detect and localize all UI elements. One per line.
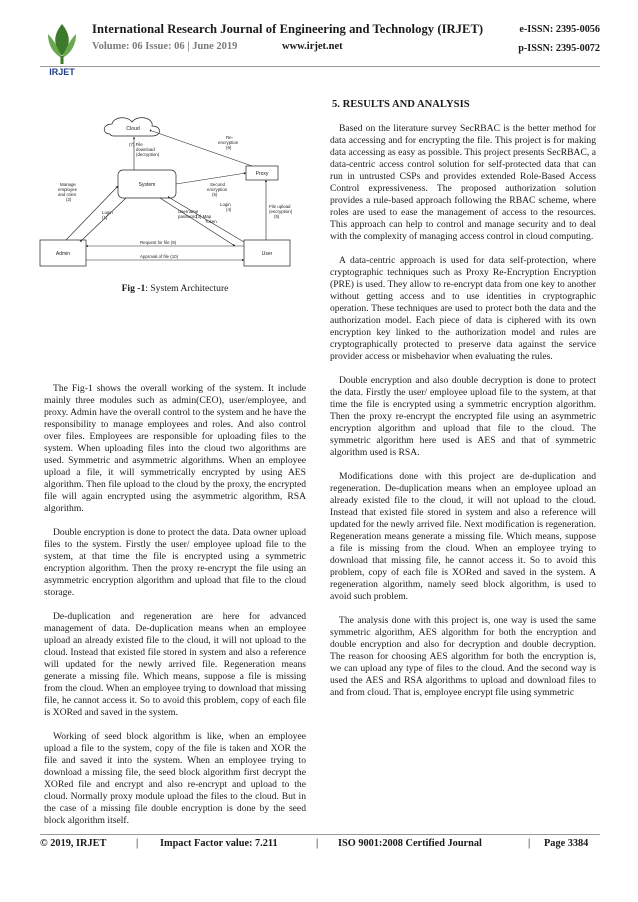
section-heading: 5. RESULTS AND ANALYSIS [332,99,470,110]
figure-caption-label: Fig -1 [121,283,146,294]
label-request: Request for file (9) [140,240,177,245]
admin-label: Admin [55,251,71,257]
paragraph: Based on the literature survey SecRBAC is the better method for data accessing and for encrypting the file. This project is for making data accessing as easy as possible. This project presents SecRBAC, a data-centric access control solution for self-protected data that can run in untrusted CSPs and provides extended Role-Based Access Control expressiveness. The proposed authorization solution provides a rule-based approach following the RBAC scheme, where roles are used to ease the management of access to the resources. This approach can help to control and manage security and to deal with the complexity of managing access control in cloud computing. [330,123,596,242]
page-footer [40,838,600,854]
paragraph: Double encryption and also double decryption is done to protect the data. Firstly the user/ employee upload file to the system, at that time the file is encrypted using a symmetric encryption algorithm. Then the proxy re-encrypt the encrypted file using an asymmetric encryption algorithm and upload that file to the cloud. The symmetric algorithm here used is AES and that of symmetric algorithm used is RSA. [330,375,596,458]
system-node [118,170,176,198]
footer-iso: ISO 9001:2008 Certified Journal [338,838,482,849]
label-login4: Login (4) [220,202,232,212]
edge-re-encryption [152,131,252,166]
journal-title: International Research Journal of Engineering and Technology (IRJET) [92,22,484,36]
paragraph: Working of seed block algorithm is like, when an employee upload a file to the system, copy of the file is taken and XOR the file and saved it into the system. When an employee trying to download a missing file, the seed block algorithm first decrypt the XORed file and encrypt and also re-encrypt and upload to the cloud. Normally proxy module upload the files to the cloud. But in the case of a missing file double encryption is done by the seed block algorithm itself. [44,731,306,826]
label-username: Username password [178,209,199,219]
label-approval: Approval of file (10) [140,254,179,259]
paragraph: The Fig-1 shows the overall working of the system. It include mainly three modules such as admin(CEO), user/employee, and proxy. Admin have the overall control to the system and he have the responsibility to manage employees and roles. And also control over files. Employees are responsible for uploading files to the system. When uploading files into the cloud two algorithms are used. Symmetric and asymmetric algorithms. When an employee upload a file, it will symmetrically encrypted by using AES algorithm. Then file upload to the cloud by the proxy, the encrypted file will again encrypted using the asymmetric algorithm, RSA algorithm. [44,383,306,514]
footer-separator: | [136,838,139,849]
eissn: e-ISSN: 2395-0056 [519,24,600,35]
figure-caption-text: : System Architecture [145,283,229,294]
cloud-node [104,118,159,136]
left-column [44,383,306,839]
footer-separator: | [528,838,531,849]
paragraph: The analysis done with this project is, one way is used the same symmetric algorithm, AES algorithm for both the encryption and double encryption and also for decryption and double decryption. The reason for choosing AES algorithm for both the encryption is, we can upload any type of files to the cloud. And the second way is used the AES and RSA algorithms to upload and download files to and from cloud. That is, employee encrypt file using symmetric [330,615,596,698]
label-login1: Login (1) [102,210,113,220]
label-file-download: (7) File download (decryption) [129,142,160,157]
label-file-upload: File upload (encryption) (5) [269,204,293,219]
cloud-label: Cloud [126,126,140,132]
user-node [244,240,290,266]
paragraph: A data-centric approach is used for data self-protection, where cryptographic techniques such as Proxy Re-Encryption Encryption (PRE) is used. They allow to re-encrypt data from one key to another without getting access and to use identities in cryptographic operation. These techniques are used to protect both the data and the authorization model. Each piece of data is ciphered with its own encryption key linked to the authorization model and rules are cryptographically protected to preserve data against the service provider access or misbehavior when evaluating the rules. [330,255,596,362]
label-map-token: (3) Map Token [196,214,217,224]
system-architecture-figure [30,106,300,274]
footer-impact-factor: Impact Factor value: 7.211 [160,838,278,849]
label-manage: Manage employee and roles (2) [58,182,78,202]
footer-page-number: Page 3384 [544,838,589,849]
label-second-encryption: Second encryption (5) [207,182,228,197]
footer-divider [40,834,600,835]
page-header [0,0,638,92]
journal-website[interactable]: www.irjet.net [282,41,343,52]
proxy-label: Proxy [255,171,269,177]
paragraph: Modifications done with this project are de-duplication and regeneration. De-duplication means when an employee upload an already existed file to the cloud, it will not upload to the cloud. Instead that existed file stored in system and also a reference will updated for the newly arrived file. Next modification is regeneration. Regeneration means generate a missing file. Which means, suppose a file is missing from the cloud. When an employee trying to download that missing file, he cannot access it. So to avoid this problem, copy of each file is XORed and saved in the system. A regeneration algorithm, namely seed block algorithm, is used to avoid such problem. [330,471,596,602]
label-re-encryption: Re- encryption (6) [218,135,239,150]
volume-issue: Volume: 06 Issue: 06 | June 2019 [92,41,238,52]
proxy-node [246,166,278,180]
footer-separator: | [316,838,319,849]
system-label: System [138,182,156,188]
figure-caption [44,283,306,294]
logo-text: IRJET [49,67,75,77]
paragraph: De-duplication and regeneration are here for advanced management of data. De-duplication means when an employee upload an already existed file to the cloud, it will not upload to the cloud. Instead that existed file stored in system and also a reference will updated for the newly arrived file. Regeneration means generate a missing file. Which means, suppose a file is missing from the cloud. When an employee trying to download that missing file, he cannot access it. So to avoid this problem, copy of each file is XORed and saved in the system. [44,611,306,718]
footer-copyright: © 2019, IRJET [40,838,107,849]
paragraph: Double encryption is done to protect the data. Data owner upload files to the system. Firstly the user/ employee upload file to the system, at that time the file is encrypted using a symmetric encryption algorithm. Then the proxy re-encrypt the file using an asymmetric encryption algorithm and upload that file to the cloud storage. [44,527,306,598]
user-label: User [261,251,273,257]
admin-node [40,240,86,266]
header-divider [40,66,600,67]
irjet-logo [40,20,84,80]
pissn: p-ISSN: 2395-0072 [518,43,600,54]
right-column [330,123,596,711]
